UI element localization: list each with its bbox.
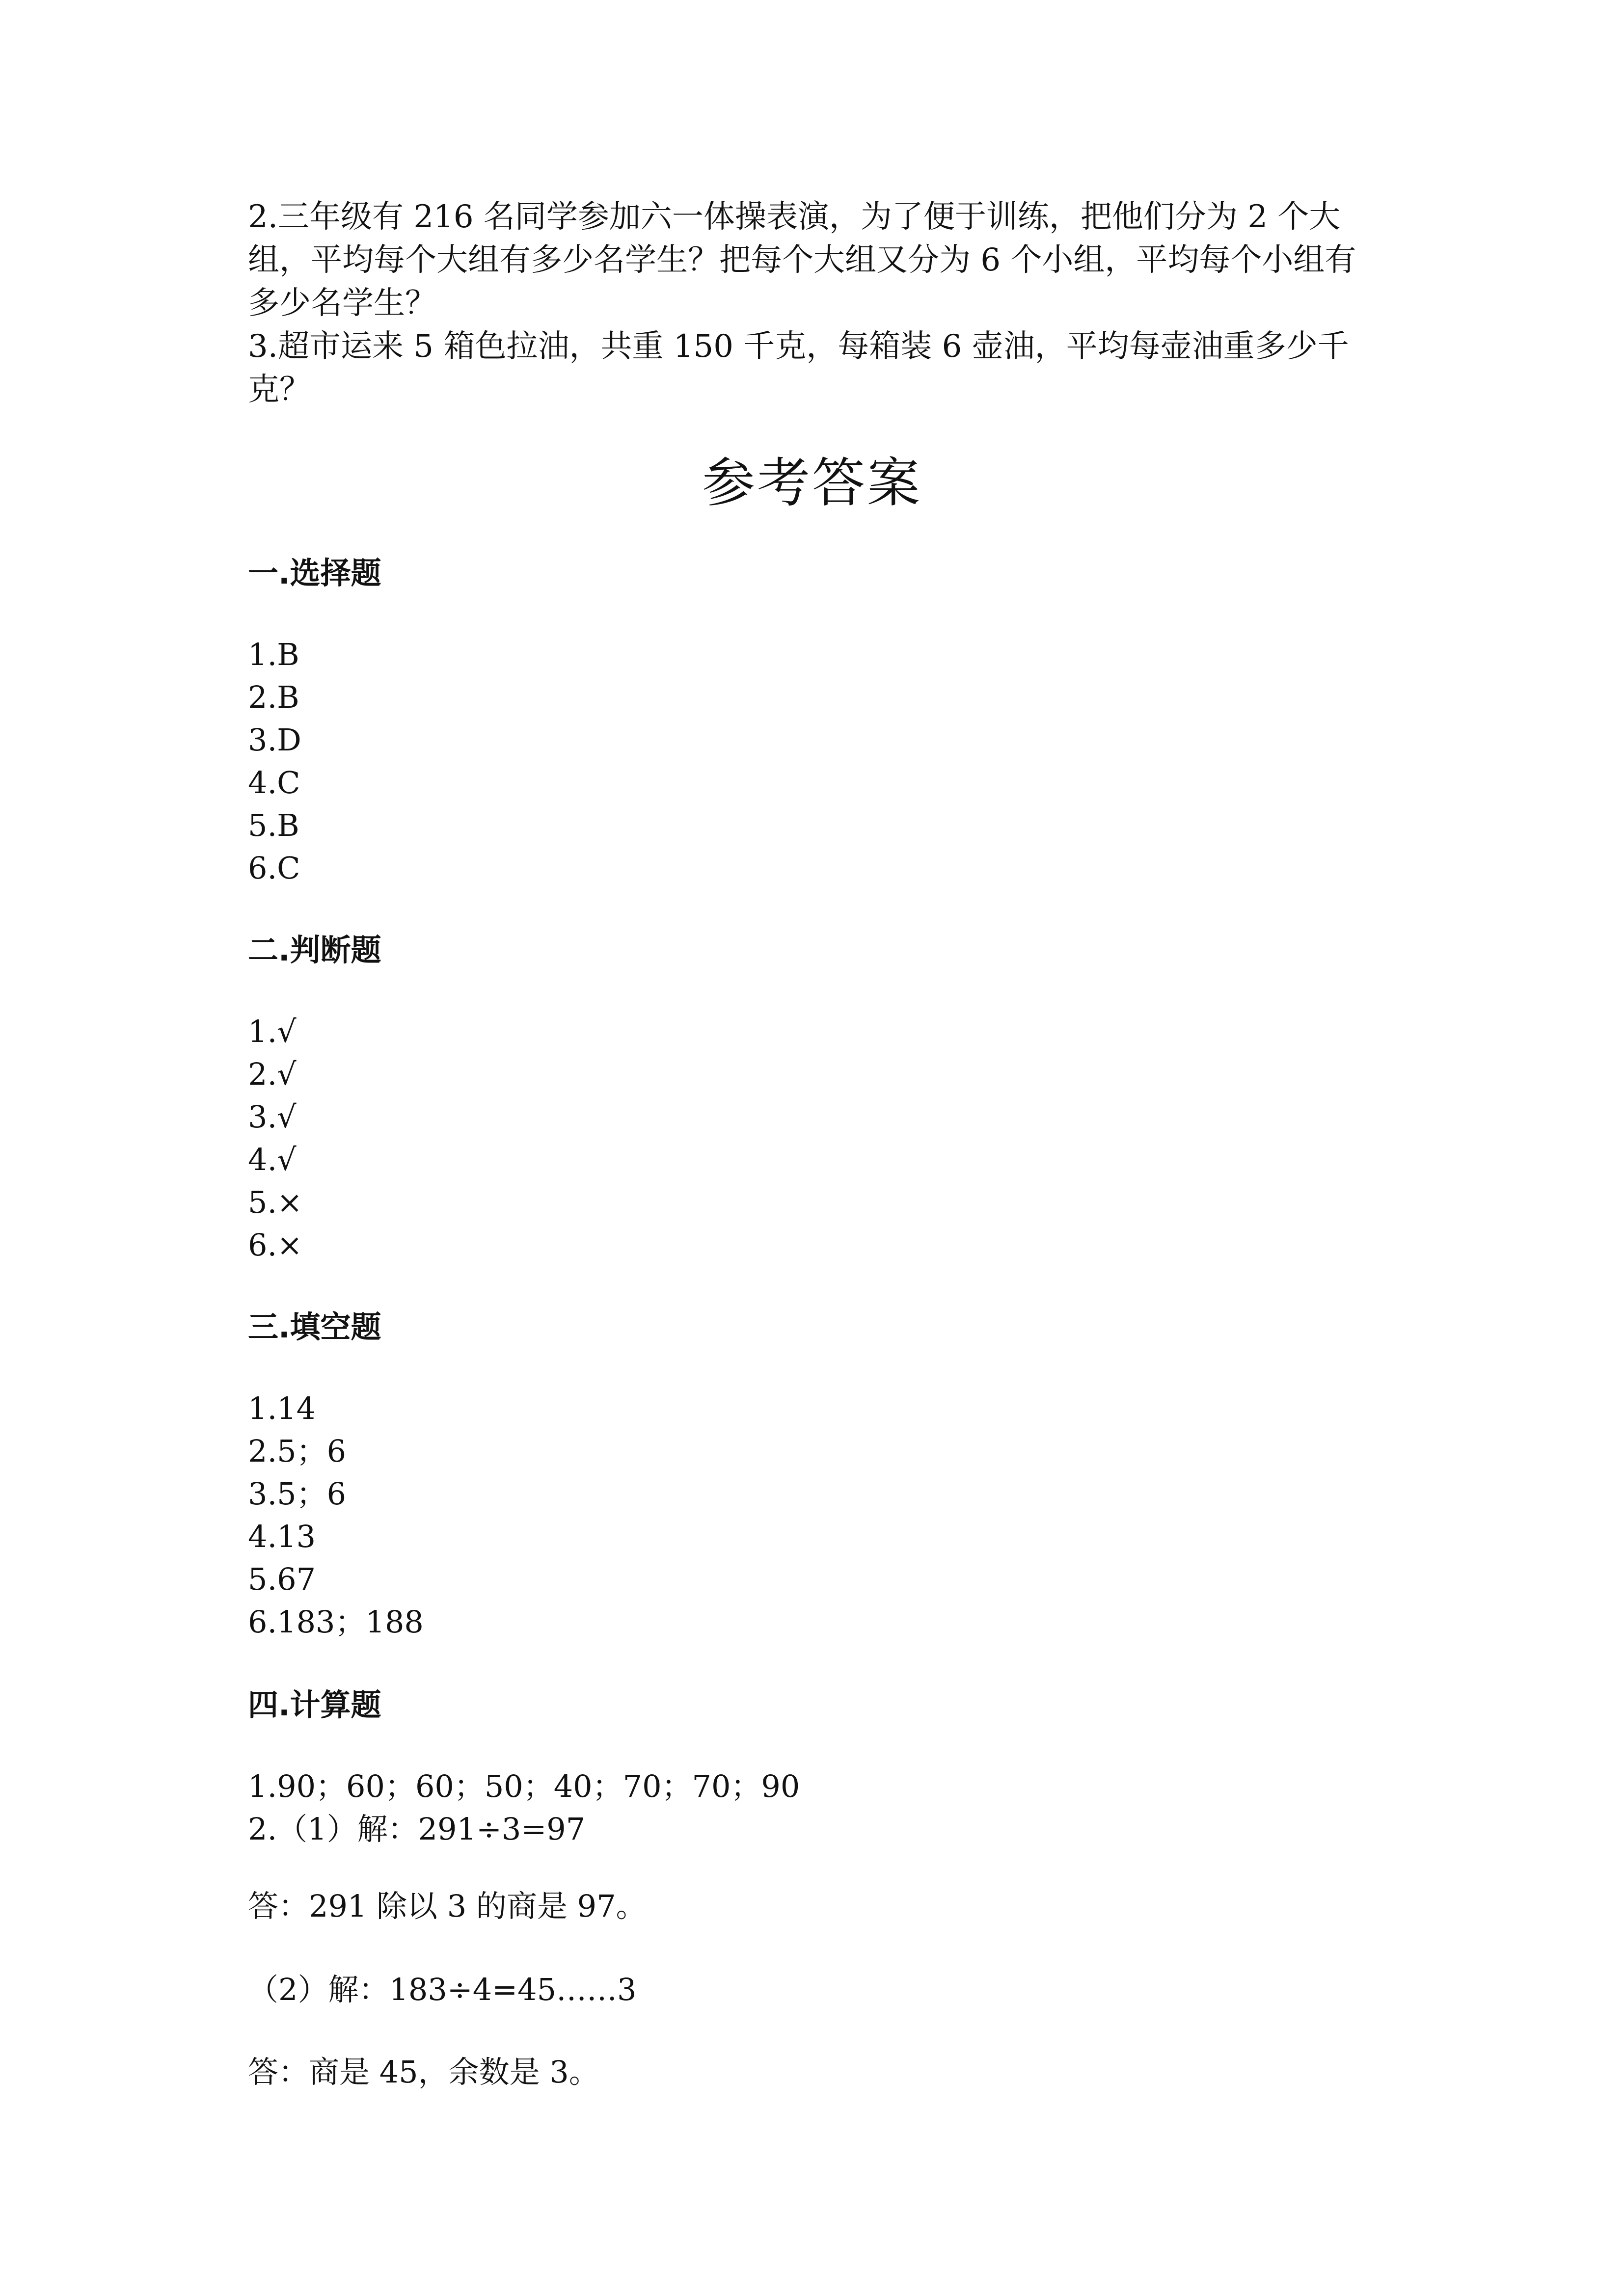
list-item: 6.183；188 [248, 1604, 424, 1640]
section-calc [248, 1684, 1372, 1850]
list-item: 4.13 [248, 1519, 316, 1554]
problem-3: 3.超市运来 5 箱色拉油，共重 150 千克，每箱装 6 壶油，平均每壶油重多少千克？ [248, 328, 1349, 408]
fill-answer-list [248, 1387, 1372, 1643]
list-item: 2.√ [248, 1056, 297, 1092]
problem-2: 2.三年级有 216 名同学参加六一体操表演，为了便于训练，把他们分为 2 个大组，平均每个大组有多少名学生？把每个大组又分为 6 个小组，平均每个小组有多少名学生？ [248, 199, 1356, 321]
section-heading-fill: 三.填空题 [248, 1309, 381, 1345]
list-item: 1.B [248, 637, 299, 672]
section-choice [248, 553, 1372, 889]
judge-answer-list [248, 1010, 1372, 1266]
section-judge [248, 930, 1372, 1266]
list-item: 2.（1）解：291÷3=97 [248, 1811, 586, 1847]
calc-answer-list [248, 1765, 1372, 1850]
list-item: 6.C [248, 850, 300, 886]
list-item: 2.B [248, 679, 299, 715]
answer-key-title: 参考答案 [702, 453, 922, 514]
list-item: 3.D [248, 722, 301, 758]
list-item: 5.× [248, 1184, 303, 1220]
list-item: 1.14 [248, 1390, 316, 1426]
list-item: 4.C [248, 765, 300, 801]
section-heading-judge: 二.判断题 [248, 932, 381, 968]
list-item: 4.√ [248, 1142, 297, 1177]
calc-part-2: （2）解：183÷4=45……3 [248, 1972, 637, 2007]
choice-answer-list [248, 633, 1372, 889]
list-item: 1.√ [248, 1014, 297, 1049]
list-item: 3.√ [248, 1099, 297, 1135]
list-item: 5.67 [248, 1561, 316, 1597]
section-fill [248, 1307, 1372, 1643]
word-problems [248, 195, 1372, 411]
list-item: 5.B [248, 807, 299, 843]
calc-answer-2: 答：商是 45，余数是 3。 [248, 2054, 599, 2090]
section-heading-choice: 一.选择题 [248, 555, 381, 591]
calc-answer-1: 答：291 除以 3 的商是 97。 [248, 1888, 647, 1924]
list-item: 6.× [248, 1227, 303, 1263]
list-item: 3.5；6 [248, 1476, 347, 1512]
list-item: 1.90；60；60；50；40；70；70；90 [248, 1768, 800, 1804]
list-item: 2.5；6 [248, 1433, 347, 1469]
section-heading-calc: 四.计算题 [248, 1687, 381, 1723]
